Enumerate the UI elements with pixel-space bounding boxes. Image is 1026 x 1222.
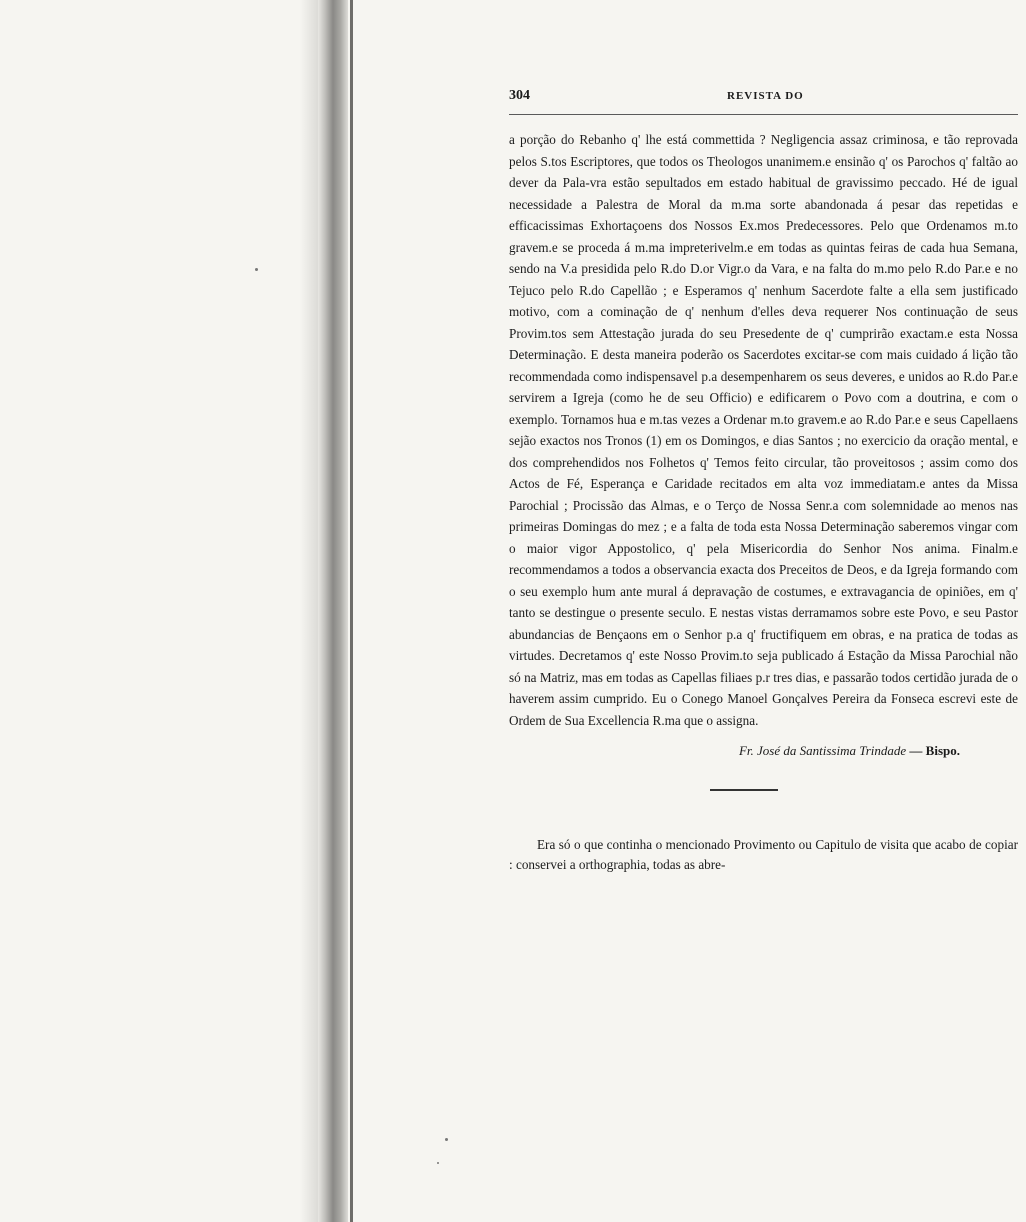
scan-speck [255, 268, 258, 271]
book-page [509, 88, 1018, 888]
page-header [509, 88, 1018, 115]
signature-title: — Bispo. [909, 743, 960, 758]
running-head: REVISTA DO [727, 90, 804, 102]
gutter-edge-line [350, 0, 353, 1222]
scan-speck [437, 1162, 439, 1164]
body-paragraph: a porção do Rebanho q' lhe está commettida ? Negligencia assaz criminosa, e tão reprovada pelos S.tos Escriptores, que todos os Theologos unanimem.e ensinão q' os Parochos q' faltão ao dever da Pala-vra estão sepultados em estado habitual de gravissimo peccado. Hé de igual necessidade a Palestra de Moral da m.ma sorte abandonada á pesar das repetidas e efficacissimas Exhortaçoens dos Nossos Ex.mos Predecessores. Pelo que Ordenamos m.to gravem.e se proceda á m.ma impreterivelm.e em todas as quintas feiras de cada hua Semana, sendo na V.a presidida pelo R.do D.or Vigr.o da Vara, e na falta do m.mo pelo R.do Par.e e no Tejuco pelo R.do Capellão ; e Esperamos q' nenhum Sacerdote falte a ella sem justificado motivo, com a cominação de q' nenhum d'elles deva requerer Nos continuação de seus Provim.tos sem Attestação jurada do seu Presedente de q' cumprirão exactam.e esta Nossa Determinação. E desta maneira poderão os Sacerdotes excitar-se com mais cuidado á lição tão recommendada como indispensavel p.a desempenharem os seus deveres, e unidos ao R.do Par.e servirem a Igreja (como he de seu Officio) e edificarem o Povo com a doutrina, e com o exemplo. Tornamos hua e m.tas vezes a Ordenar m.to gravem.e ao R.do Par.e e seus Capellaens sejão exactos nos Tronos (1) em os Domingos, e dias Santos ; no exercicio da oração mental, e dos comprehendidos nos Folhetos q' Temos feito circular, tão proveitosos ; assim como dos Actos de Fé, Esperança e Caridade recitados em alta voz immediatam.e antes da Missa Parochial ; Procissão das Almas, e o Terço de Nossa Senr.a com solemnidade ao menos nas primeiras Domingas do mez ; e a falta de toda esta Nossa Determinação saberemos vingar com o maior vigor Appostolico, q' pela Misericordia do Senhor Nos anima. Finalm.e recommendamos a todos a observancia exacta dos Preceitos de Deos, e da Igreja formando com o seu exemplo hum ante mural á depravação de costumes, e extravagancia de opiniões, em q' tanto se destingue o presente seculo. E nestas vistas derramamos sobre este Povo, e seu Pastor abundancias de Bençaons em o Senhor p.a q' fructifiquem em obras, e na pratica de todas as virtudes. Decretamos q' este Nosso Provim.to seja publicado á Estação da Missa Parochial não só na Matriz, mas em todas as Capellas filiaes p.r tres dias, e passarão todos certidão jurada de o haverem assim cumprido. Eu o Conego Manoel Gonçalves Pereira da Fonseca escrevi este de Ordem de Sua Excellencia R.ma que o assigna. [509, 132, 1018, 728]
signature-name: Fr. José da Santissima Trindade [738, 743, 907, 758]
scan-speck [445, 1138, 448, 1141]
section-divider [710, 789, 778, 791]
signature-line [509, 743, 1018, 759]
page-number: 304 [509, 88, 530, 103]
binding-shadow [300, 0, 318, 1222]
closing-paragraph: Era só o que continha o mencionado Provimento ou Capitulo de visita que acabo de copiar : conservei a orthographia, todas as abre- [509, 837, 1018, 872]
book-gutter [318, 0, 348, 1222]
